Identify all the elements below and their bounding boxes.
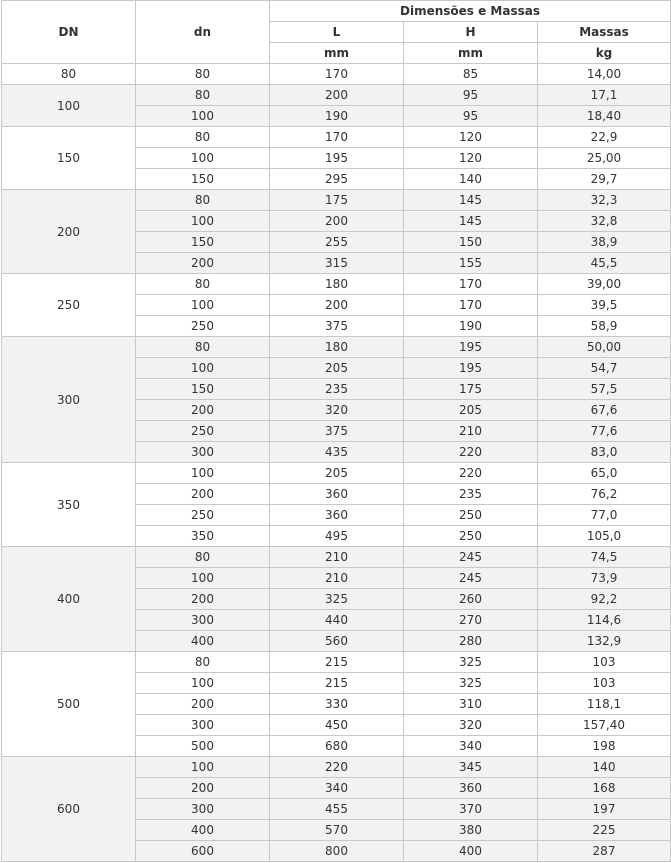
- header-dn: DN: [2, 1, 136, 64]
- massa-cell: 103: [538, 652, 671, 673]
- dn-cell: 600: [2, 757, 136, 862]
- h-cell: 210: [404, 421, 538, 442]
- dn-branch-cell: 80: [136, 190, 270, 211]
- h-cell: 320: [404, 715, 538, 736]
- unit-massas: kg: [538, 43, 671, 64]
- dn-branch-cell: 350: [136, 526, 270, 547]
- h-cell: 220: [404, 463, 538, 484]
- massa-cell: 83,0: [538, 442, 671, 463]
- l-cell: 435: [270, 442, 404, 463]
- table-row: [2, 85, 671, 106]
- h-cell: 370: [404, 799, 538, 820]
- h-cell: 170: [404, 295, 538, 316]
- l-cell: 200: [270, 295, 404, 316]
- h-cell: 310: [404, 694, 538, 715]
- dn-branch-cell: 100: [136, 148, 270, 169]
- h-cell: 340: [404, 736, 538, 757]
- table-row: [2, 757, 671, 778]
- massa-cell: 17,1: [538, 85, 671, 106]
- dn-branch-cell: 250: [136, 316, 270, 337]
- dn-branch-cell: 80: [136, 85, 270, 106]
- l-cell: 220: [270, 757, 404, 778]
- l-cell: 205: [270, 358, 404, 379]
- massa-cell: 225: [538, 820, 671, 841]
- massa-cell: 168: [538, 778, 671, 799]
- l-cell: 175: [270, 190, 404, 211]
- dn-branch-cell: 300: [136, 715, 270, 736]
- massa-cell: 45,5: [538, 253, 671, 274]
- h-cell: 140: [404, 169, 538, 190]
- l-cell: 180: [270, 274, 404, 295]
- table-body: [2, 64, 671, 862]
- h-cell: 280: [404, 631, 538, 652]
- h-cell: 400: [404, 841, 538, 862]
- h-cell: 250: [404, 526, 538, 547]
- dimensions-table: [1, 0, 671, 862]
- header-h: H: [404, 22, 538, 43]
- massa-cell: 14,00: [538, 64, 671, 85]
- h-cell: 325: [404, 652, 538, 673]
- h-cell: 145: [404, 190, 538, 211]
- l-cell: 190: [270, 106, 404, 127]
- dn-branch-cell: 150: [136, 379, 270, 400]
- h-cell: 325: [404, 673, 538, 694]
- dn-branch-cell: 150: [136, 169, 270, 190]
- h-cell: 380: [404, 820, 538, 841]
- dn-branch-cell: 100: [136, 568, 270, 589]
- massa-cell: 50,00: [538, 337, 671, 358]
- l-cell: 560: [270, 631, 404, 652]
- dn-branch-cell: 80: [136, 547, 270, 568]
- l-cell: 440: [270, 610, 404, 631]
- table-row: [2, 64, 671, 85]
- h-cell: 150: [404, 232, 538, 253]
- dn-branch-cell: 100: [136, 358, 270, 379]
- massa-cell: 287: [538, 841, 671, 862]
- massa-cell: 77,0: [538, 505, 671, 526]
- massa-cell: 65,0: [538, 463, 671, 484]
- massa-cell: 58,9: [538, 316, 671, 337]
- l-cell: 170: [270, 127, 404, 148]
- dn-branch-cell: 200: [136, 694, 270, 715]
- dn-branch-cell: 80: [136, 274, 270, 295]
- l-cell: 375: [270, 316, 404, 337]
- dn-branch-cell: 250: [136, 421, 270, 442]
- l-cell: 570: [270, 820, 404, 841]
- l-cell: 325: [270, 589, 404, 610]
- dn-branch-cell: 80: [136, 127, 270, 148]
- h-cell: 95: [404, 85, 538, 106]
- dn-branch-cell: 250: [136, 505, 270, 526]
- massa-cell: 57,5: [538, 379, 671, 400]
- header-l: L: [270, 22, 404, 43]
- unit-h: mm: [404, 43, 538, 64]
- dn-branch-cell: 100: [136, 757, 270, 778]
- l-cell: 680: [270, 736, 404, 757]
- l-cell: 205: [270, 463, 404, 484]
- massa-cell: 105,0: [538, 526, 671, 547]
- l-cell: 235: [270, 379, 404, 400]
- h-cell: 250: [404, 505, 538, 526]
- table-row: [2, 463, 671, 484]
- h-cell: 195: [404, 358, 538, 379]
- dn-cell: 350: [2, 463, 136, 547]
- dn-branch-cell: 200: [136, 589, 270, 610]
- dn-branch-cell: 100: [136, 295, 270, 316]
- massa-cell: 29,7: [538, 169, 671, 190]
- massa-cell: 76,2: [538, 484, 671, 505]
- dn-branch-cell: 300: [136, 442, 270, 463]
- h-cell: 195: [404, 337, 538, 358]
- dn-branch-cell: 80: [136, 652, 270, 673]
- h-cell: 145: [404, 211, 538, 232]
- header-massas: Massas: [538, 22, 671, 43]
- massa-cell: 157,40: [538, 715, 671, 736]
- dn-branch-cell: 200: [136, 778, 270, 799]
- massa-cell: 118,1: [538, 694, 671, 715]
- l-cell: 360: [270, 505, 404, 526]
- h-cell: 345: [404, 757, 538, 778]
- table-header: [2, 1, 671, 64]
- l-cell: 295: [270, 169, 404, 190]
- h-cell: 85: [404, 64, 538, 85]
- l-cell: 455: [270, 799, 404, 820]
- l-cell: 180: [270, 337, 404, 358]
- l-cell: 215: [270, 673, 404, 694]
- dn-branch-cell: 500: [136, 736, 270, 757]
- massa-cell: 73,9: [538, 568, 671, 589]
- dn-cell: 150: [2, 127, 136, 190]
- l-cell: 210: [270, 568, 404, 589]
- l-cell: 200: [270, 211, 404, 232]
- massa-cell: 92,2: [538, 589, 671, 610]
- table-row: [2, 274, 671, 295]
- massa-cell: 54,7: [538, 358, 671, 379]
- l-cell: 320: [270, 400, 404, 421]
- massa-cell: 103: [538, 673, 671, 694]
- l-cell: 170: [270, 64, 404, 85]
- dn-branch-cell: 100: [136, 673, 270, 694]
- massa-cell: 74,5: [538, 547, 671, 568]
- h-cell: 220: [404, 442, 538, 463]
- table-row: [2, 337, 671, 358]
- massa-cell: 132,9: [538, 631, 671, 652]
- dn-branch-cell: 100: [136, 106, 270, 127]
- h-cell: 235: [404, 484, 538, 505]
- l-cell: 255: [270, 232, 404, 253]
- l-cell: 200: [270, 85, 404, 106]
- h-cell: 245: [404, 568, 538, 589]
- l-cell: 340: [270, 778, 404, 799]
- h-cell: 175: [404, 379, 538, 400]
- dn-cell: 200: [2, 190, 136, 274]
- dn-branch-cell: 80: [136, 337, 270, 358]
- h-cell: 170: [404, 274, 538, 295]
- h-cell: 120: [404, 148, 538, 169]
- massa-cell: 22,9: [538, 127, 671, 148]
- dn-branch-cell: 200: [136, 400, 270, 421]
- h-cell: 95: [404, 106, 538, 127]
- dn-branch-cell: 200: [136, 253, 270, 274]
- massa-cell: 32,8: [538, 211, 671, 232]
- h-cell: 270: [404, 610, 538, 631]
- unit-l: mm: [270, 43, 404, 64]
- massa-cell: 18,40: [538, 106, 671, 127]
- massa-cell: 67,6: [538, 400, 671, 421]
- massa-cell: 38,9: [538, 232, 671, 253]
- massa-cell: 140: [538, 757, 671, 778]
- dn-branch-cell: 80: [136, 64, 270, 85]
- massa-cell: 25,00: [538, 148, 671, 169]
- table-row: [2, 547, 671, 568]
- dn-branch-cell: 100: [136, 463, 270, 484]
- h-cell: 360: [404, 778, 538, 799]
- massa-cell: 77,6: [538, 421, 671, 442]
- table-row: [2, 652, 671, 673]
- dn-branch-cell: 200: [136, 484, 270, 505]
- massa-cell: 198: [538, 736, 671, 757]
- dn-cell: 80: [2, 64, 136, 85]
- l-cell: 330: [270, 694, 404, 715]
- header-dn-branch: dn: [136, 1, 270, 64]
- dn-cell: 400: [2, 547, 136, 652]
- l-cell: 215: [270, 652, 404, 673]
- l-cell: 360: [270, 484, 404, 505]
- dn-branch-cell: 300: [136, 799, 270, 820]
- l-cell: 210: [270, 547, 404, 568]
- dn-branch-cell: 300: [136, 610, 270, 631]
- massa-cell: 197: [538, 799, 671, 820]
- dn-branch-cell: 600: [136, 841, 270, 862]
- l-cell: 375: [270, 421, 404, 442]
- l-cell: 800: [270, 841, 404, 862]
- h-cell: 190: [404, 316, 538, 337]
- l-cell: 315: [270, 253, 404, 274]
- h-cell: 245: [404, 547, 538, 568]
- l-cell: 495: [270, 526, 404, 547]
- h-cell: 205: [404, 400, 538, 421]
- dn-branch-cell: 400: [136, 820, 270, 841]
- massa-cell: 32,3: [538, 190, 671, 211]
- massa-cell: 39,5: [538, 295, 671, 316]
- h-cell: 120: [404, 127, 538, 148]
- table-row: [2, 127, 671, 148]
- dn-branch-cell: 400: [136, 631, 270, 652]
- h-cell: 260: [404, 589, 538, 610]
- dn-cell: 250: [2, 274, 136, 337]
- h-cell: 155: [404, 253, 538, 274]
- header-group-title: Dimensões e Massas: [270, 1, 671, 22]
- l-cell: 195: [270, 148, 404, 169]
- dn-cell: 100: [2, 85, 136, 127]
- dn-cell: 500: [2, 652, 136, 757]
- massa-cell: 114,6: [538, 610, 671, 631]
- table-row: [2, 190, 671, 211]
- dn-cell: 300: [2, 337, 136, 463]
- dn-branch-cell: 100: [136, 211, 270, 232]
- dn-branch-cell: 150: [136, 232, 270, 253]
- l-cell: 450: [270, 715, 404, 736]
- massa-cell: 39,00: [538, 274, 671, 295]
